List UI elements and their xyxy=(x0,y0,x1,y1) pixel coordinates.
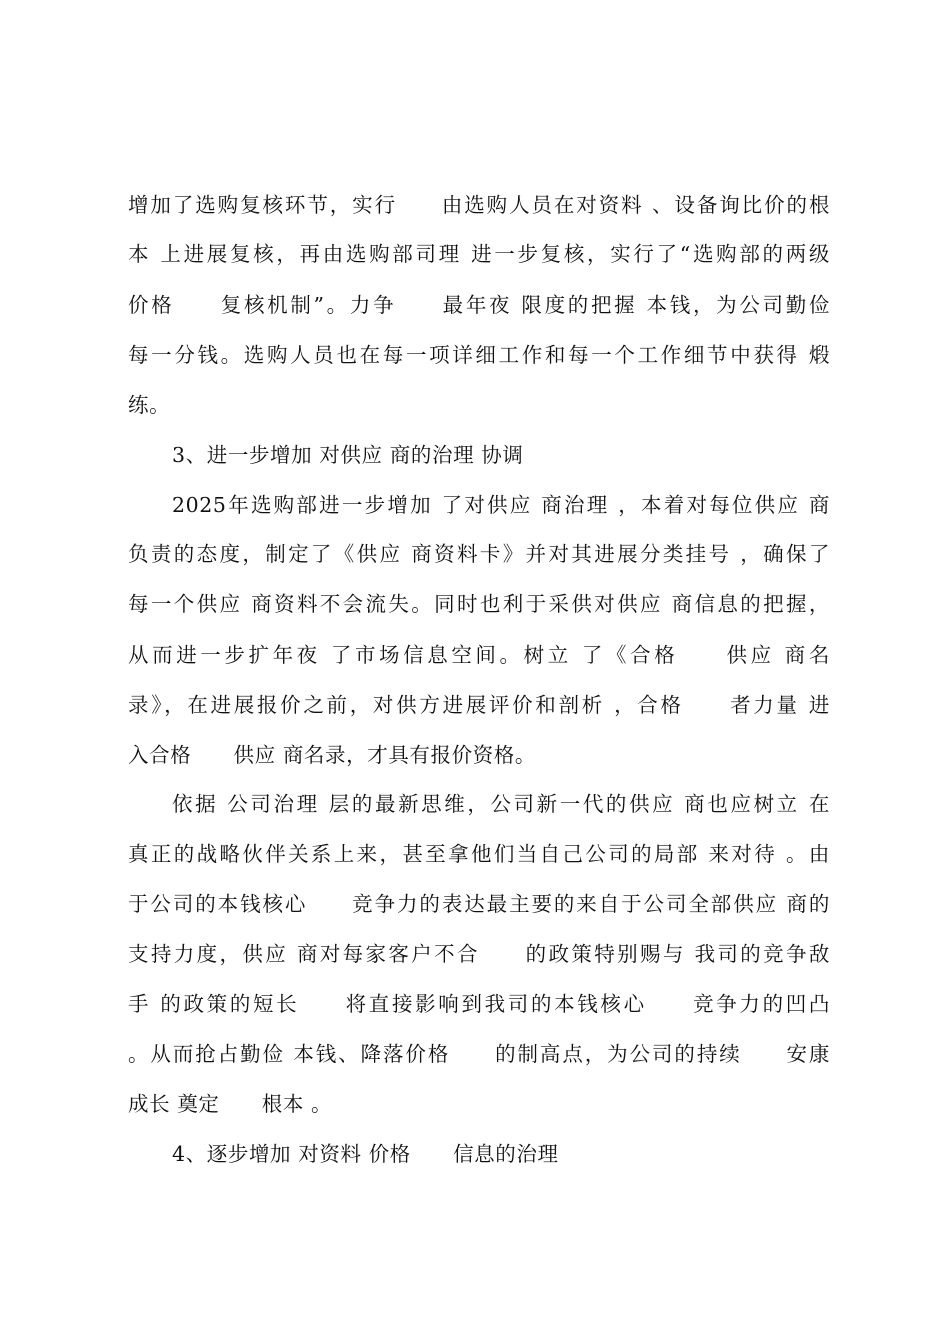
text-line: 录》，在进展报价之前，对供方进展评价和剖析 ，合格 者力量 进 xyxy=(128,693,830,717)
section-heading: 4、逐步增加 对资料 价格 信息的治理 xyxy=(172,1142,559,1166)
text-line: 入合格 供应 商名录，才具有报价资格。 xyxy=(128,743,537,767)
text-line: 价格 复核机制”。力争 最年夜 限度的把握 本钱，为公司勤俭 xyxy=(128,293,830,317)
text-line: 依据 公司治理 层的最新思维，公司新一代的供应 商也应树立 在 xyxy=(172,792,830,816)
text-line: 练。 xyxy=(128,393,171,417)
text-line: 每一个供应 商资料不会流失。同时也利于采供对供应 商信息的把握， xyxy=(128,592,830,616)
section-heading: 3、进一步增加 对供应 商的治理 协调 xyxy=(172,443,524,467)
text-line: 增加了选购复核环节，实行 由选购人员在对资料 、设备询比价的根 xyxy=(128,193,830,217)
text-line: 真正的战略伙伴关系上来，甚至拿他们当自己公司的局部 来对待 。由 xyxy=(128,842,830,866)
text-line: 于公司的本钱核心 竞争力的表达最主要的来自于公司全部供应 商的 xyxy=(128,892,830,916)
text-line: 2025年选购部进一步增加 了对供应 商治理 ，本着对每位供应 商 xyxy=(172,493,830,517)
text-line: 负责的态度，制定了《供应 商资料卡》并对其进展分类挂号 ，确保了 xyxy=(128,542,830,566)
text-line: 手 的政策的短长 将直接影响到我司的本钱核心 竞争力的凹凸 xyxy=(128,992,830,1016)
text-line: 。从而抢占勤俭 本钱、降落价格 的制高点，为公司的持续 安康 xyxy=(128,1042,830,1066)
text-line: 从而进一步扩年夜 了市场信息空间。树立 了《合格 供应 商名 xyxy=(128,643,830,667)
text-line: 支持力度，供应 商对每家客户不合 的政策特别赐与 我司的竞争敌 xyxy=(128,942,830,966)
text-line: 每一分钱。选购人员也在每一项详细工作和每一个工作细节中获得 煅 xyxy=(128,343,830,367)
text-line: 成长 奠定 根本 。 xyxy=(128,1092,333,1116)
text-line: 本 上进展复核，再由选购部司理 进一步复核，实行了“选购部的两级 xyxy=(128,242,830,266)
